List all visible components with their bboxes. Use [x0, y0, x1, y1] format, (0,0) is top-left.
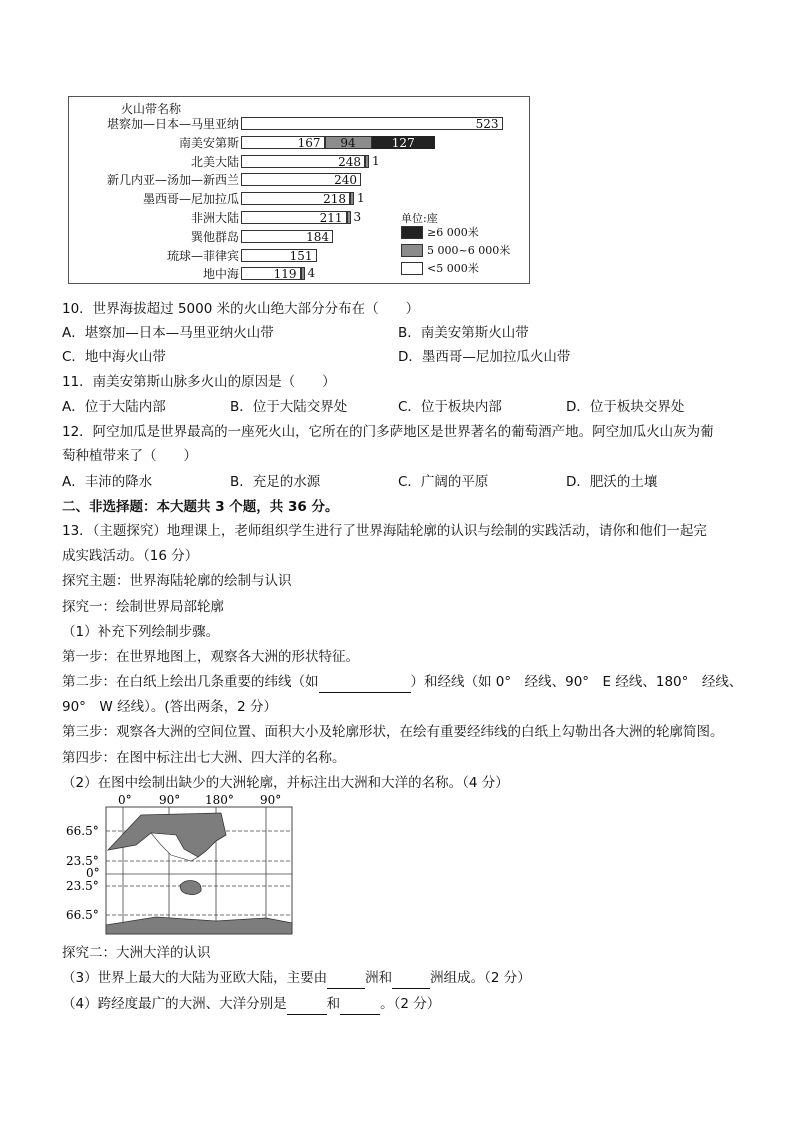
part-4-text-b: 和 [326, 996, 341, 1012]
q11-option-c: C．位于板块内部 [398, 399, 502, 415]
lat-label-66n: 66.5° [66, 824, 99, 838]
bar-below-5000: 184 [241, 230, 333, 243]
bar-5000-6000-value: 1 [357, 191, 365, 206]
row-label: 墨西哥—尼加拉瓜 [142, 192, 239, 207]
lon-label-0: 0° [118, 793, 132, 807]
section-2-heading: 二、非选择题：本大题共 3 个题，共 36 分。 [62, 499, 339, 515]
bar-5000-6000-value: 3 [353, 210, 362, 224]
lat-label-66s: 66.5° [66, 908, 99, 922]
row-label: 地中海 [202, 267, 239, 282]
lon-label-90w: 90° [260, 793, 282, 807]
bar-above-6000: 127 [372, 136, 436, 149]
q13-theme: 探究主题：世界海陆轮廓的绘制与认识 [62, 573, 292, 589]
step-2-text-a: 第二步：在白纸上绘出几条重要的纬线（如 [62, 674, 319, 690]
bar-below-5000: 218 [241, 192, 350, 205]
bar-5000-6000 [301, 267, 305, 280]
q13-part-3 [62, 968, 531, 989]
part-4-text-c: 。（2 分） [380, 996, 441, 1012]
widest-continent-blank[interactable] [287, 994, 327, 1015]
q13-explore-1: 探究一：绘制世界局部轮廓 [62, 599, 224, 615]
part-4-text-a: （4）跨经度最广的大洲、大洋分别是 [62, 996, 287, 1012]
continent-answer-blank-2[interactable] [392, 968, 430, 989]
q13-part-1: （1）补充下列绘制步骤。 [62, 624, 220, 640]
part-3-text-c: 洲组成。（2 分） [430, 970, 531, 986]
q10-option-a: A．堪察加—日本—马里亚纳火山带 [62, 325, 274, 341]
legend-swatch [401, 262, 423, 275]
q10-stem: 10．世界海拔超过 5000 米的火山绝大部分分布在（ ） [62, 301, 420, 317]
q13-intro-line2: 成实践活动。（16 分） [62, 548, 199, 564]
row-label: 琉球—菲律宾 [166, 248, 239, 263]
row-label: 巽他群岛 [190, 229, 239, 244]
q13-step-2 [62, 672, 742, 693]
bar-below-5000: 211 [241, 211, 347, 224]
q11-option-b: B．位于大陆交界处 [230, 399, 348, 415]
q12-option-b: B．充足的水源 [230, 474, 321, 490]
q10-option-b: B．南美安第斯火山带 [398, 325, 529, 341]
volcano-bar-chart [68, 96, 530, 284]
q12-option-c: C．广阔的平原 [398, 474, 489, 490]
part-3-text-a: （3）世界上最大的大陆为亚欧大陆，主要由 [62, 970, 328, 986]
legend-swatch [401, 244, 423, 257]
bar-5000-6000 [347, 211, 351, 224]
q13-explore-2: 探究二：大洲大洋的认识 [62, 945, 211, 961]
legend-label: <5 000米 [427, 262, 479, 275]
legend-label: ≥6 000米 [427, 226, 479, 239]
q13-part-4 [62, 994, 440, 1015]
widest-ocean-blank[interactable] [340, 994, 380, 1015]
q12-stem-line2: 萄种植带来了（ ） [62, 448, 197, 464]
q12-option-a: A．丰沛的降水 [62, 474, 153, 490]
lon-label-180: 180° [205, 793, 234, 807]
lat-label-0: 0° [86, 866, 100, 880]
legend-swatch [401, 226, 423, 239]
q12-option-d: D．肥沃的土壤 [566, 474, 658, 490]
legend-title: 单位:座 [401, 212, 438, 225]
bar-below-5000: 167 [241, 136, 325, 149]
q13-step-2-cont: 90° W 经线）。(答出两条，2 分） [62, 699, 277, 715]
q13-intro-line1: 13．（主题探究）地理课上，老师组织学生进行了世界海陆轮廓的认识与绘制的实践活动，请你和他们一起完 [62, 523, 707, 539]
q13-step-4: 第四步：在图中标注出七大洲、四大洋的名称。 [62, 750, 346, 766]
bar-5000-6000: 94 [325, 136, 372, 149]
step-2-text-b: ）和经线（如 0° 经线、90° E 经线、180° 经线、 [410, 674, 743, 690]
q11-stem: 11．南美安第斯山脉多火山的原因是（ ） [62, 374, 336, 390]
q11-option-d: D．位于板块交界处 [566, 399, 685, 415]
row-label: 堪察加—日本—马里亚纳 [106, 117, 239, 131]
q10-option-d: D．墨西哥—尼加拉瓜火山带 [398, 349, 571, 365]
q13-step-1: 第一步：在世界地图上，观察各大洲的形状特征。 [62, 649, 359, 665]
q13-step-3: 第三步：观察各大洲的空间位置、面积大小及轮廓形状，在绘有重要经纬线的白纸上勾勒出各大洲的轮廓简图。 [62, 724, 724, 740]
bar-5000-6000 [365, 155, 369, 168]
legend-label: 5 000~6 000米 [427, 244, 511, 257]
lat-label-23n: 23.5° [66, 854, 99, 868]
continent-answer-blank-1[interactable] [327, 968, 365, 989]
q12-stem-line1: 12．阿空加瓜是世界最高的一座死火山，它所在的门多萨地区是世界著名的葡萄酒产地。阿空加瓜火山灰为葡 [62, 424, 714, 440]
lat-label-23s: 23.5° [66, 879, 99, 893]
bar-5000-6000-value: 1 [372, 153, 380, 168]
row-label: 新几内亚—汤加—新西兰 [106, 173, 239, 188]
lon-label-90e: 90° [159, 793, 181, 807]
chart-title: 火山带名称 [121, 102, 182, 116]
bar-below-5000: 240 [241, 173, 361, 186]
q10-option-c: C．地中海火山带 [62, 349, 166, 365]
part-3-text-b: 洲和 [365, 970, 393, 986]
bar-below-5000: 119 [241, 267, 301, 280]
australia-shape [180, 881, 201, 895]
bar-below-5000: 248 [241, 155, 365, 168]
q11-option-a: A．位于大陆内部 [62, 399, 166, 415]
q13-part-2: （2）在图中绘制出缺少的大洲轮廓，并标注出大洲和大洋的名称。（4 分） [62, 775, 509, 791]
row-label: 非洲大陆 [190, 211, 239, 225]
row-label: 南美安第斯 [178, 135, 239, 150]
row-label: 北美大陆 [190, 154, 239, 169]
bar-5000-6000-value: 4 [307, 266, 316, 281]
bar-below-5000: 523 [241, 117, 503, 130]
bar-below-5000: 151 [241, 249, 317, 262]
bar-5000-6000 [350, 192, 354, 205]
latitude-answer-blank[interactable] [319, 672, 411, 693]
world-outline-map[interactable] [66, 793, 298, 939]
